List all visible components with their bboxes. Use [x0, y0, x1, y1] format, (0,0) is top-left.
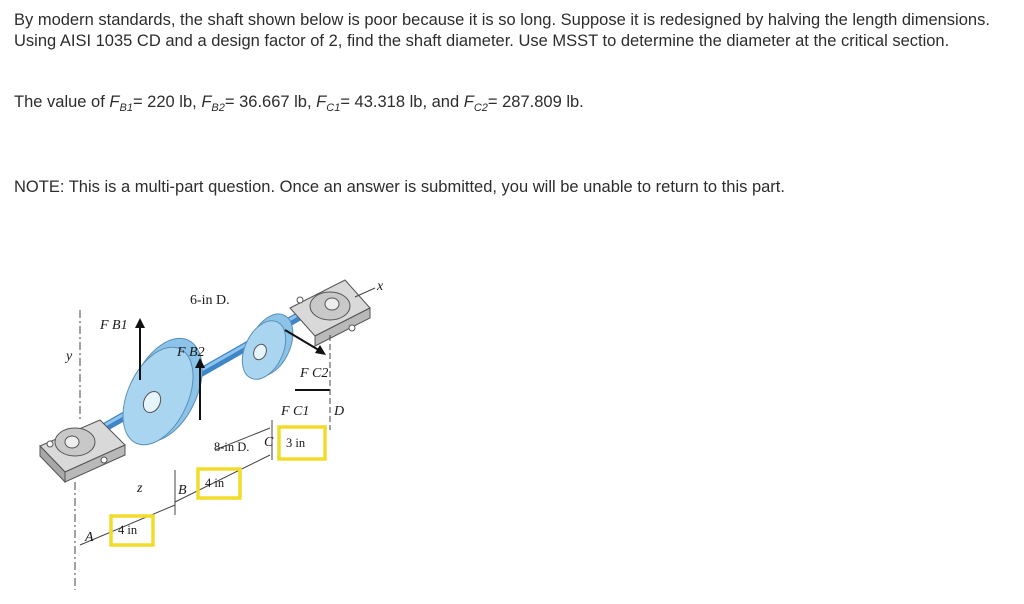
bearing-a — [40, 420, 125, 482]
label-b: B — [178, 483, 187, 498]
sub-fb2: B2 — [211, 102, 225, 114]
value-fb1: = 220 lb, — [132, 93, 202, 111]
label-x: x — [377, 279, 384, 294]
var-fc2: F — [463, 93, 474, 111]
var-fb1: F — [109, 93, 120, 111]
sub-fc2: C2 — [473, 102, 488, 114]
label-4in-a: 4 in — [118, 523, 138, 537]
var-fb2: F — [201, 93, 212, 111]
note-text: NOTE: This is a multi-part question. Once an answer is submitted, you will be unable to return to this part. — [14, 178, 785, 196]
values-intro: The value of — [14, 93, 110, 111]
label-fc2: F C2 — [300, 366, 329, 381]
sub-fb1: B1 — [119, 102, 133, 114]
label-4in-b: 4 in — [205, 476, 225, 490]
var-fc1: F — [316, 93, 327, 111]
problem-statement: By modern standards, the shaft shown below is poor because it is so long. Suppose it is redesigned by halving the length dimensions. Using AISI 1035 CD and a design factor of 2, find the shaft diameter. Use MSST to determine the diameter at the critical section. — [14, 11, 990, 50]
label-fc1: F C1 — [281, 404, 310, 419]
label-8in-d: 8-in D. — [214, 440, 250, 454]
label-z: z — [137, 481, 143, 496]
sub-fc1: C1 — [326, 102, 341, 114]
value-fb2: = 36.667 lb, — [224, 93, 317, 111]
label-6in-d: 6-in D. — [190, 293, 230, 308]
label-d: D — [334, 404, 345, 419]
label-y: y — [66, 349, 73, 364]
label-a: A — [85, 530, 94, 545]
label-fb2: F B2 — [177, 345, 205, 360]
value-fc1: = 43.318 lb, and — [340, 93, 464, 111]
shaft-figure — [0, 270, 420, 600]
label-3in: 3 in — [286, 436, 306, 450]
given-values — [14, 92, 1014, 115]
label-fb1: F B1 — [100, 318, 128, 333]
value-fc2: = 287.809 lb. — [487, 93, 584, 111]
label-c: C — [264, 435, 274, 450]
